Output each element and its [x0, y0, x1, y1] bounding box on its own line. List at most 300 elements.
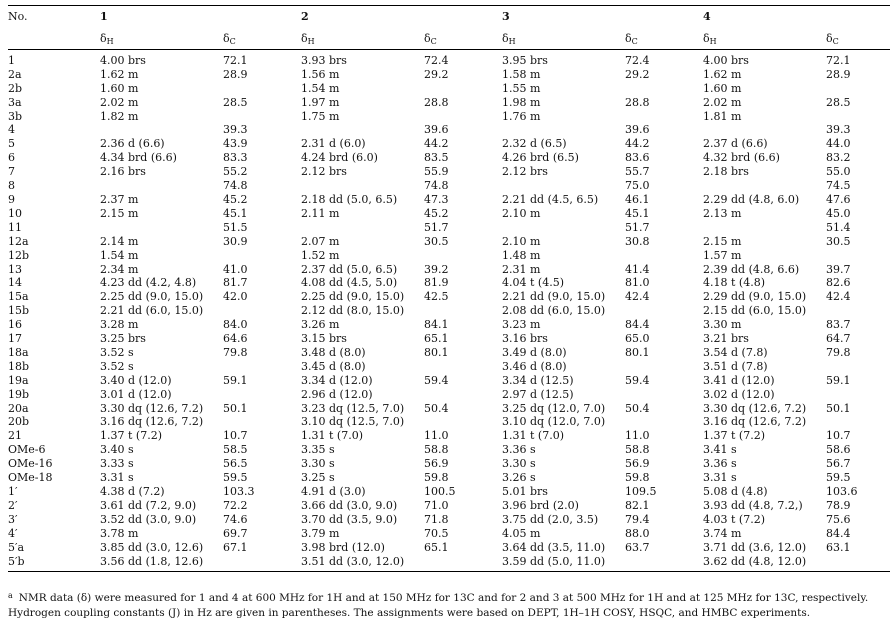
delta-h-cell-4: 2.37 d (6.6) [703, 137, 768, 151]
delta-h-cell-1: 3.52 dd (3.0, 9.0) [100, 512, 197, 526]
delta-h-cell-1: 2.02 m [100, 95, 139, 109]
delta-h-cell-1: 1.60 m [100, 81, 139, 95]
position-label: 12a [8, 234, 29, 248]
delta-h-cell-2 [301, 179, 424, 193]
delta-h-cell-1: 2.36 d (6.6) [100, 137, 165, 151]
delta-h-header-1 [100, 30, 223, 49]
delta-h-cell-1: 3.56 dd (1.8, 12.6) [100, 554, 204, 568]
delta-c-cell-3: 59.8 [625, 471, 650, 485]
delta-c-cell-4 [826, 555, 890, 572]
delta-c-cell-3: 109.5 [625, 485, 657, 498]
table-row [8, 457, 890, 471]
delta-c-cell-3: 55.7 [625, 165, 650, 179]
table-row [8, 82, 890, 96]
delta-h-header-2 [301, 30, 424, 49]
delta-c-cell-4: 83.7 [826, 318, 851, 332]
delta-c-cell-4 [826, 249, 890, 263]
delta-c-cell-2 [424, 82, 502, 96]
delta-h-cell-3 [502, 179, 625, 193]
delta-h-cell-2: 3.93 brs [301, 53, 347, 67]
table-row [8, 68, 890, 82]
delta-h-symbol: $\delta_H$ [100, 32, 114, 46]
delta-c-cell-1: 55.2 [223, 165, 248, 179]
delta-h-cell-1: 1.62 m [100, 67, 139, 81]
delta-h-cell-3: 1.76 m [502, 109, 541, 123]
delta-c-cell-1: 28.9 [223, 67, 248, 81]
delta-c-cell-3: 81.0 [625, 276, 650, 290]
delta-c-cell-3 [625, 304, 703, 318]
delta-c-cell-3: 83.6 [625, 151, 650, 165]
delta-c-cell-3: 80.1 [625, 345, 650, 359]
delta-h-cell-1: 3.52 s [100, 345, 134, 359]
delta-c-cell-4: 28.9 [826, 67, 851, 81]
delta-h-cell-2: 3.15 brs [301, 332, 347, 346]
delta-h-cell-2: 2.96 d (12.0) [301, 387, 373, 401]
delta-c-cell-2: 11.0 [424, 429, 449, 443]
delta-c-cell-3: 29.2 [625, 67, 650, 81]
delta-c-cell-1: 51.5 [223, 220, 248, 234]
delta-c-cell-3: 28.8 [625, 95, 650, 109]
delta-h-cell-2 [301, 123, 424, 137]
delta-c-cell-2: 58.8 [424, 443, 449, 457]
delta-h-cell-3: 3.75 dd (2.0, 3.5) [502, 512, 599, 526]
delta-h-cell-3: 2.21 dd (9.0, 15.0) [502, 290, 606, 304]
position-label: 9 [8, 192, 15, 206]
delta-c-cell-4: 42.4 [826, 290, 851, 304]
delta-h-cell-1: 1.54 m [100, 248, 139, 262]
delta-c-cell-3 [625, 110, 703, 124]
delta-h-cell-1: 3.28 m [100, 318, 139, 332]
delta-c-cell-2: 72.4 [424, 53, 449, 67]
delta-c-cell-1: 69.7 [223, 526, 248, 540]
delta-c-cell-3: 50.4 [625, 401, 650, 415]
table-row [8, 374, 890, 388]
delta-c-cell-4: 50.1 [826, 401, 851, 415]
delta-c-cell-3 [625, 360, 703, 374]
delta-h-cell-2: 3.51 dd (3.0, 12.0) [301, 554, 405, 568]
delta-c-cell-2: 65.1 [424, 540, 449, 554]
delta-c-cell-3 [625, 249, 703, 263]
delta-c-cell-1: 67.1 [223, 540, 248, 554]
position-label: 20b [8, 415, 30, 429]
delta-c-symbol: $\delta_C$ [826, 32, 839, 46]
position-label: 5 [8, 137, 15, 151]
delta-h-cell-3: 3.95 brs [502, 53, 548, 67]
delta-c-cell-1: 79.8 [223, 345, 248, 359]
delta-c-cell-1: 81.7 [223, 276, 248, 290]
delta-h-cell-4: 3.41 d (12.0) [703, 373, 775, 387]
delta-h-cell-2: 3.79 m [301, 526, 340, 540]
delta-h-cell-4: 4.03 t (7.2) [703, 512, 765, 526]
delta-c-cell-3: 11.0 [625, 429, 650, 443]
delta-c-cell-4: 10.7 [826, 429, 851, 443]
delta-c-cell-1 [223, 110, 301, 124]
delta-c-cell-3: 84.4 [625, 318, 650, 332]
position-label: 19a [8, 373, 29, 387]
delta-c-cell-1: 72.1 [223, 53, 248, 67]
delta-c-cell-1: 41.0 [223, 262, 248, 276]
delta-c-cell-4: 28.5 [826, 95, 851, 109]
table-row [8, 276, 890, 290]
table-row [8, 415, 890, 429]
delta-c-cell-3: 65.0 [625, 332, 650, 346]
position-label: 18a [8, 345, 29, 359]
delta-c-cell-4: 82.6 [826, 276, 851, 290]
delta-c-cell-3: 51.7 [625, 220, 650, 234]
position-label: 20a [8, 401, 29, 415]
delta-h-cell-2: 2.12 dd (8.0, 15.0) [301, 304, 405, 318]
table-row [8, 318, 890, 332]
delta-h-cell-2: 1.97 m [301, 95, 340, 109]
table-row [8, 235, 890, 249]
delta-h-cell-3: 2.32 d (6.5) [502, 137, 567, 151]
delta-h-cell-2: 4.91 d (3.0) [301, 485, 366, 498]
delta-h-cell-3: 1.48 m [502, 248, 541, 262]
delta-h-cell-1 [100, 123, 223, 137]
delta-h-cell-2: 3.23 dq (12.5, 7.0) [301, 401, 405, 415]
position-label: 10 [8, 206, 22, 220]
delta-c-cell-1 [223, 82, 301, 96]
position-label: OMe-16 [8, 457, 53, 471]
delta-h-cell-1: 2.14 m [100, 234, 139, 248]
delta-h-cell-2: 3.30 s [301, 457, 335, 471]
position-label: 3′ [8, 512, 18, 526]
table-row [8, 165, 890, 179]
delta-c-cell-1: 30.9 [223, 234, 248, 248]
delta-h-cell-4: 1.60 m [703, 81, 742, 95]
position-label: 5′b [8, 554, 25, 568]
delta-c-cell-4 [826, 415, 890, 429]
delta-h-cell-4: 3.31 s [703, 471, 737, 485]
delta-c-cell-2: 65.1 [424, 332, 449, 346]
compound-4-header: 4 [703, 10, 711, 23]
delta-h-cell-1: 3.61 dd (7.2, 9.0) [100, 498, 197, 512]
position-label: 1 [8, 53, 15, 67]
delta-h-cell-4: 2.13 m [703, 206, 742, 220]
table-row [8, 304, 890, 318]
delta-h-cell-1: 3.16 dq (12.6, 7.2) [100, 415, 204, 429]
delta-h-cell-3 [502, 123, 625, 137]
delta-h-cell-3: 3.23 m [502, 318, 541, 332]
position-label: 4′ [8, 526, 18, 540]
delta-c-cell-1: 103.3 [223, 485, 255, 498]
delta-c-header-3 [625, 30, 703, 49]
delta-c-cell-1 [223, 388, 301, 402]
compound-2-header: 2 [301, 10, 309, 23]
delta-h-cell-3: 3.34 d (12.5) [502, 373, 574, 387]
delta-c-cell-1: 83.3 [223, 151, 248, 165]
delta-c-cell-4: 45.0 [826, 206, 851, 220]
delta-h-cell-2: 1.52 m [301, 248, 340, 262]
delta-h-cell-3: 2.21 dd (4.5, 6.5) [502, 192, 599, 206]
delta-c-cell-4: 30.5 [826, 234, 851, 248]
delta-c-cell-1: 72.2 [223, 498, 248, 512]
delta-h-cell-4: 3.51 d (7.8) [703, 359, 768, 373]
delta-h-symbol: $\delta_H$ [703, 32, 717, 46]
delta-h-cell-2: 3.98 brd (12.0) [301, 540, 385, 554]
delta-c-cell-3 [625, 388, 703, 402]
delta-h-cell-1: 2.15 m [100, 206, 139, 220]
position-label: 3a [8, 95, 22, 109]
delta-h-cell-4: 2.15 dd (6.0, 15.0) [703, 304, 807, 318]
position-label: 14 [8, 276, 22, 290]
delta-c-cell-2: 56.9 [424, 457, 449, 471]
position-label: OMe-6 [8, 443, 46, 457]
delta-c-cell-3: 88.0 [625, 526, 650, 540]
delta-h-cell-2: 3.45 d (8.0) [301, 359, 366, 373]
delta-c-cell-4: 79.8 [826, 345, 851, 359]
delta-h-cell-4: 3.74 m [703, 526, 742, 540]
position-label: 2′ [8, 498, 18, 512]
delta-c-cell-4: 83.2 [826, 151, 851, 165]
delta-h-cell-2: 2.07 m [301, 234, 340, 248]
delta-h-cell-3: 2.12 brs [502, 165, 548, 179]
delta-h-cell-3: 4.05 m [502, 526, 541, 540]
table-row [8, 541, 890, 555]
delta-c-cell-1: 74.6 [223, 512, 248, 526]
table-row [8, 221, 890, 235]
delta-c-cell-2 [424, 415, 502, 429]
delta-c-cell-1: 28.5 [223, 95, 248, 109]
delta-c-cell-4: 84.4 [826, 526, 851, 540]
delta-c-cell-4: 56.7 [826, 457, 851, 471]
table-row [8, 471, 890, 485]
shift-header-row [8, 30, 890, 49]
delta-h-cell-2: 1.56 m [301, 67, 340, 81]
delta-c-cell-4: 58.6 [826, 443, 851, 457]
delta-c-cell-3: 82.1 [625, 498, 650, 512]
position-label: 15b [8, 304, 30, 318]
table-row [8, 485, 890, 499]
delta-h-cell-4: 3.30 dq (12.6, 7.2) [703, 401, 807, 415]
delta-c-cell-3: 44.2 [625, 137, 650, 151]
delta-c-symbol: $\delta_C$ [625, 32, 638, 46]
delta-c-cell-1 [223, 249, 301, 263]
delta-c-cell-4: 74.5 [826, 179, 851, 193]
delta-c-cell-1: 59.5 [223, 471, 248, 485]
delta-h-cell-4: 1.62 m [703, 67, 742, 81]
delta-c-cell-2 [424, 360, 502, 374]
delta-h-header-4 [703, 30, 826, 49]
delta-c-cell-1: 42.0 [223, 290, 248, 304]
delta-h-cell-1: 3.78 m [100, 526, 139, 540]
table-row [8, 151, 890, 165]
delta-c-cell-1: 45.2 [223, 192, 248, 206]
delta-h-cell-3: 1.98 m [502, 95, 541, 109]
delta-h-cell-3: 2.97 d (12.5) [502, 387, 574, 401]
delta-c-cell-4: 72.1 [826, 53, 851, 67]
delta-c-cell-2: 30.5 [424, 234, 449, 248]
position-label: 21 [8, 429, 22, 443]
nmr-table-body [8, 49, 890, 572]
delta-h-cell-4: 3.16 dq (12.6, 7.2) [703, 415, 807, 429]
delta-h-cell-3: 3.49 d (8.0) [502, 345, 567, 359]
position-label: 7 [8, 165, 15, 179]
delta-h-cell-1: 3.01 d (12.0) [100, 387, 172, 401]
delta-c-cell-2: 80.1 [424, 345, 449, 359]
delta-h-cell-2: 3.35 s [301, 443, 335, 457]
table-row [8, 429, 890, 443]
table-row [8, 123, 890, 137]
delta-c-cell-4: 75.6 [826, 512, 851, 526]
delta-c-cell-1: 10.7 [223, 429, 248, 443]
delta-h-cell-3: 2.10 m [502, 234, 541, 248]
position-label: 15a [8, 290, 29, 304]
delta-h-cell-3: 3.26 s [502, 471, 536, 485]
delta-c-cell-2: 71.0 [424, 498, 449, 512]
delta-c-cell-4: 64.7 [826, 332, 851, 346]
delta-h-cell-3: 3.46 d (8.0) [502, 359, 567, 373]
table-row [8, 402, 890, 416]
delta-h-cell-4: 3.62 dd (4.8, 12.0) [703, 554, 807, 568]
position-label: 1′ [8, 485, 18, 498]
delta-c-cell-2: 70.5 [424, 526, 449, 540]
delta-h-cell-4: 3.21 brs [703, 332, 749, 346]
delta-c-cell-4 [826, 304, 890, 318]
delta-h-cell-1: 1.37 t (7.2) [100, 429, 162, 443]
delta-h-header-3 [502, 30, 625, 49]
delta-h-cell-4: 3.71 dd (3.6, 12.0) [703, 540, 807, 554]
delta-c-cell-2: 74.8 [424, 179, 449, 193]
position-label: 16 [8, 318, 22, 332]
delta-h-cell-2: 4.08 dd (4.5, 5.0) [301, 276, 398, 290]
table-row [8, 110, 890, 124]
delta-h-cell-4: 2.15 m [703, 234, 742, 248]
delta-c-cell-3: 41.4 [625, 262, 650, 276]
delta-h-cell-4: 3.02 d (12.0) [703, 387, 775, 401]
delta-c-cell-2 [424, 304, 502, 318]
delta-h-cell-1: 3.40 s [100, 443, 134, 457]
table-row [8, 443, 890, 457]
delta-h-cell-3: 4.04 t (4.5) [502, 276, 564, 290]
delta-h-cell-1: 3.30 dq (12.6, 7.2) [100, 401, 204, 415]
compound-header-row [8, 6, 890, 31]
delta-h-cell-3: 3.59 dd (5.0, 11.0) [502, 554, 606, 568]
delta-h-cell-4 [703, 179, 826, 193]
delta-h-cell-3: 3.36 s [502, 443, 536, 457]
delta-c-cell-2: 42.5 [424, 290, 449, 304]
table-row [8, 555, 890, 572]
position-label: 13 [8, 262, 22, 276]
delta-c-cell-3: 63.7 [625, 540, 650, 554]
delta-h-cell-2: 3.10 dq (12.5, 7.0) [301, 415, 405, 429]
delta-c-cell-4: 78.9 [826, 498, 851, 512]
delta-h-cell-1: 1.82 m [100, 109, 139, 123]
delta-h-cell-1: 2.34 m [100, 262, 139, 276]
delta-c-cell-3: 59.4 [625, 373, 650, 387]
no-column-spacer [8, 30, 100, 49]
delta-h-cell-3: 2.10 m [502, 206, 541, 220]
delta-c-cell-2: 39.2 [424, 262, 449, 276]
delta-c-cell-3: 72.4 [625, 53, 650, 67]
delta-c-cell-4 [826, 110, 890, 124]
position-label: 8 [8, 179, 15, 193]
delta-c-cell-1: 45.1 [223, 206, 248, 220]
delta-h-cell-3: 3.25 dq (12.0, 7.0) [502, 401, 606, 415]
position-label: 17 [8, 332, 22, 346]
delta-h-cell-1: 2.21 dd (6.0, 15.0) [100, 304, 204, 318]
delta-c-cell-3: 79.4 [625, 512, 650, 526]
position-label: 2a [8, 67, 22, 81]
delta-c-cell-1: 50.1 [223, 401, 248, 415]
delta-c-cell-3: 30.8 [625, 234, 650, 248]
delta-c-cell-3: 58.8 [625, 443, 650, 457]
delta-c-cell-2: 59.4 [424, 373, 449, 387]
table-row [8, 527, 890, 541]
delta-h-cell-4: 1.81 m [703, 109, 742, 123]
delta-c-cell-4: 103.6 [826, 485, 858, 498]
delta-c-cell-2: 51.7 [424, 220, 449, 234]
delta-h-cell-4 [703, 123, 826, 137]
delta-h-cell-2: 2.25 dd (9.0, 15.0) [301, 290, 405, 304]
delta-h-cell-1 [100, 179, 223, 193]
delta-c-cell-2: 81.9 [424, 276, 449, 290]
delta-c-symbol: $\delta_C$ [424, 32, 437, 46]
delta-h-cell-4: 2.29 dd (4.8, 6.0) [703, 192, 800, 206]
delta-c-cell-2: 83.5 [424, 151, 449, 165]
delta-h-cell-4: 2.02 m [703, 95, 742, 109]
delta-h-cell-1: 4.34 brd (6.6) [100, 151, 177, 165]
delta-h-cell-2: 3.25 s [301, 471, 335, 485]
delta-c-header-2 [424, 30, 502, 49]
table-row [8, 137, 890, 151]
table-row [8, 360, 890, 374]
table-row [8, 513, 890, 527]
delta-h-cell-2: 1.75 m [301, 109, 340, 123]
delta-h-cell-2 [301, 221, 424, 235]
delta-h-symbol: $\delta_H$ [502, 32, 516, 46]
table-row [8, 263, 890, 277]
delta-h-cell-4: 3.93 dd (4.8, 7.2,) [703, 498, 803, 512]
delta-c-cell-2 [424, 388, 502, 402]
delta-c-cell-4 [826, 82, 890, 96]
delta-c-cell-4: 39.3 [826, 123, 851, 137]
table-row [8, 96, 890, 110]
delta-h-cell-2: 3.48 d (8.0) [301, 345, 366, 359]
delta-h-cell-3: 3.64 dd (3.5, 11.0) [502, 540, 606, 554]
compound-3-header: 3 [502, 10, 510, 23]
delta-c-cell-2: 84.1 [424, 318, 449, 332]
delta-c-cell-1: 58.5 [223, 443, 248, 457]
delta-h-cell-1: 2.16 brs [100, 165, 146, 179]
delta-c-cell-4: 59.5 [826, 471, 851, 485]
delta-c-cell-1 [223, 415, 301, 429]
position-label: 5′a [8, 540, 25, 554]
no-column-header: No. [8, 10, 28, 23]
delta-c-cell-2: 55.9 [424, 165, 449, 179]
position-label: 12b [8, 248, 30, 262]
delta-h-cell-1: 3.85 dd (3.0, 12.6) [100, 540, 204, 554]
delta-h-cell-3 [502, 221, 625, 235]
delta-h-cell-4: 3.54 d (7.8) [703, 345, 768, 359]
delta-h-cell-2: 3.26 m [301, 318, 340, 332]
position-label: 2b [8, 81, 23, 95]
delta-c-header-4 [826, 30, 890, 49]
position-label: 18b [8, 359, 30, 373]
delta-h-cell-2: 3.34 d (12.0) [301, 373, 373, 387]
delta-c-cell-3: 39.6 [625, 123, 650, 137]
delta-h-cell-3: 1.31 t (7.0) [502, 429, 564, 443]
delta-h-cell-4: 2.29 dd (9.0, 15.0) [703, 290, 807, 304]
delta-c-cell-2 [424, 555, 502, 572]
delta-c-cell-2: 44.2 [424, 137, 449, 151]
delta-c-cell-4: 63.1 [826, 540, 851, 554]
delta-c-cell-2: 45.2 [424, 206, 449, 220]
delta-h-cell-4: 1.57 m [703, 248, 742, 262]
table-row [8, 332, 890, 346]
delta-c-cell-2: 50.4 [424, 401, 449, 415]
delta-c-cell-2: 71.8 [424, 512, 449, 526]
